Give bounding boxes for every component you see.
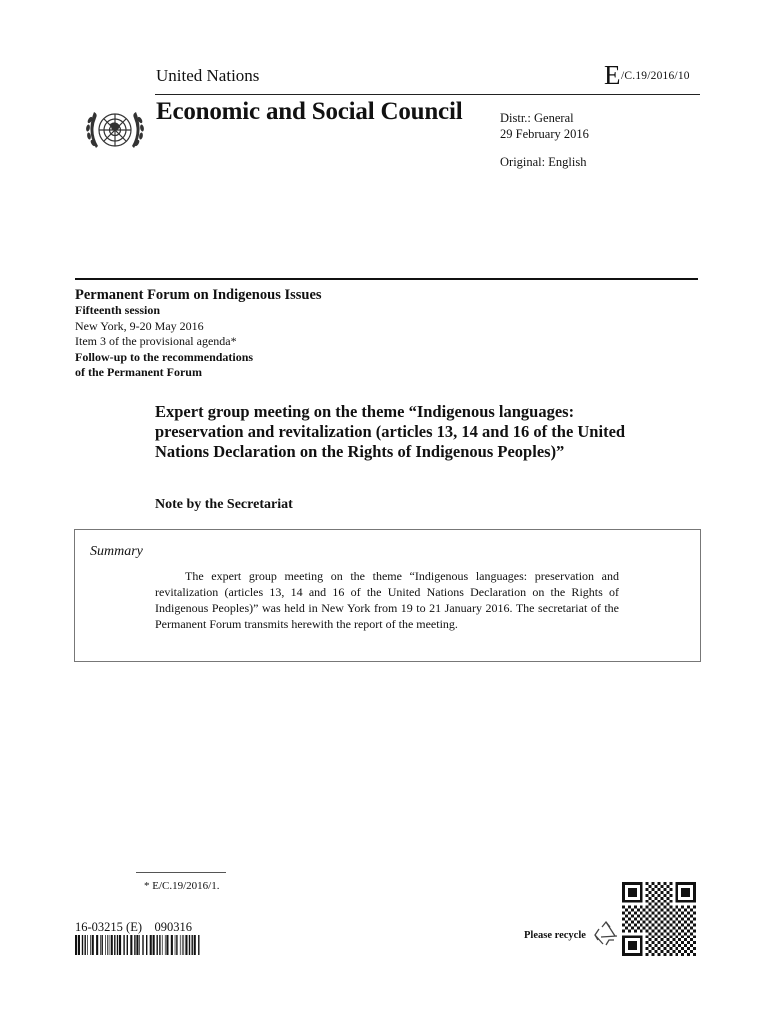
organization-name: United Nations (156, 66, 260, 85)
document-symbol-letter: E (604, 60, 621, 90)
meeting-details (75, 303, 253, 381)
job-number: 16-03215 (E) 090316 (75, 920, 192, 934)
agenda-item-title-line2: of the Permanent Forum (75, 365, 202, 379)
document-symbol: /C.19/2016/10 (621, 70, 690, 82)
header-rule (155, 94, 700, 95)
summary-heading: Summary (90, 544, 143, 559)
agenda-item: Item 3 of the provisional agenda* (75, 334, 237, 348)
issue-date: 29 February 2016 (500, 127, 589, 141)
section-rule (75, 278, 698, 280)
un-emblem-icon (78, 100, 152, 164)
recycle-icon (593, 920, 619, 946)
distribution-label: Distr.: General (500, 111, 574, 125)
original-language: Original: English (500, 155, 587, 169)
session-name: Fifteenth session (75, 303, 160, 317)
recycle-label: Please recycle (524, 930, 586, 941)
distribution-info (500, 110, 589, 142)
barcode-icon (75, 935, 203, 955)
note-by: Note by the Secretariat (155, 497, 293, 512)
forum-name: Permanent Forum on Indigenous Issues (75, 287, 322, 303)
document-title: Expert group meeting on the theme “Indigenous languages: preservation and revitalization (articles 13, 14 and 16 of the United Nations Declaration on the Rights of Indigenous Peoples)” (155, 402, 626, 461)
agenda-item-title-line1: Follow-up to the recommendations (75, 349, 254, 364)
council-name: Economic and Social Council (156, 98, 463, 125)
footnote-rule (136, 872, 226, 873)
footnote: * E/C.19/2016/1. (144, 880, 220, 892)
qr-code-icon (622, 882, 696, 956)
summary-text: The expert group meeting on the theme “Indigenous languages: preservation and revitalization (articles 13, 14 and 16 of the United Nations Declaration on the Rights of Indigenous Peoples)” was held in New York from 19 to 21 January 2016. The secretariat of the Permanent Forum transmits herewith the report of the meeting. (155, 569, 619, 631)
place-dates: New York, 9-20 May 2016 (75, 318, 204, 333)
